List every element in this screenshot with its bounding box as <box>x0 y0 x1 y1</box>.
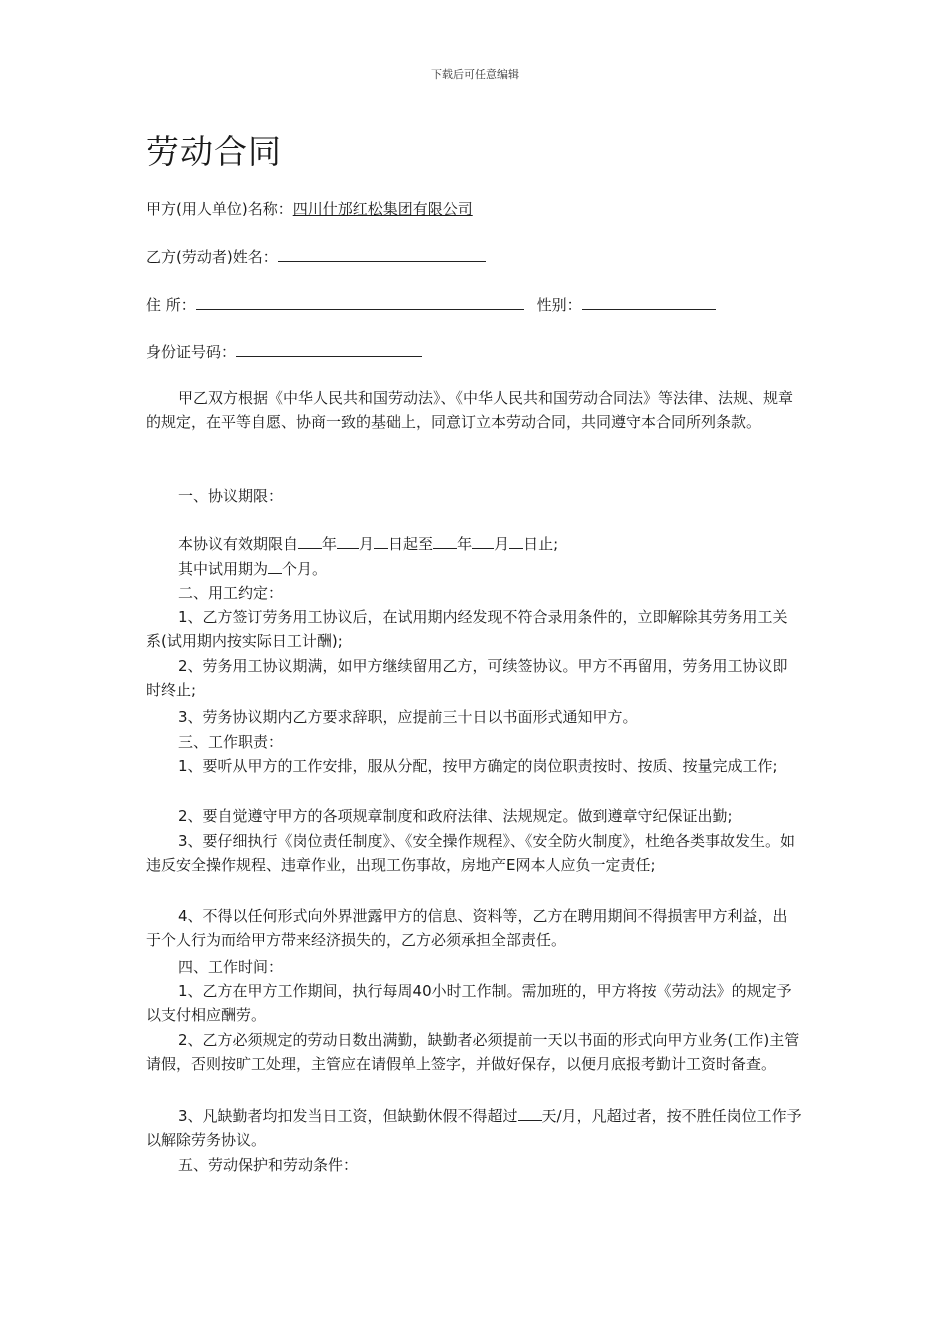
id-number-line <box>146 340 422 364</box>
section-4-item-1-text: 1、乙方在甲方工作期间，执行每周40小时工作制。需加班的，甲方将按《劳动法》的规定予以支付相应酬劳。 <box>146 982 792 1024</box>
section-3-item-1-text: 1、要听从甲方的工作安排，服从分配，按甲方确定的岗位职责按时、按质、按量完成工作; <box>178 757 778 775</box>
term-month-text: 月 <box>359 535 375 553</box>
section-3-heading: 三、工作职责： <box>178 733 284 751</box>
id-number-blank <box>236 342 422 357</box>
id-number-label: 身份证号码： <box>146 343 237 361</box>
section-2-item-3-text: 3、劳务协议期内乙方要求辞职，应提前三十日以书面形式通知甲方。 <box>178 708 638 726</box>
party-a-label: 甲方(用人单位)名称： <box>146 200 293 218</box>
section-4-item-2 <box>146 1028 802 1076</box>
term-end-day-blank <box>509 534 523 549</box>
term-day-from-text: 日起至 <box>388 535 434 553</box>
section-3-item-4-text: 4、不得以任何形式向外界泄露甲方的信息、资料等，乙方在聘用期间不得损害甲方利益，出于个人行为而给甲方带来经济损失的，乙方必须承担全部责任。 <box>146 907 788 949</box>
term-start-year-blank <box>298 534 322 549</box>
gender-blank <box>582 295 716 310</box>
term-month-text-2: 月 <box>494 535 510 553</box>
section-2-item-1 <box>146 605 802 653</box>
section-2-item-2-text: 2、劳务用工协议期满，如甲方继续留用乙方，可续签协议。甲方不再留用，劳务用工协议即时终止; <box>146 657 788 699</box>
page-header: 下载后可任意编辑 <box>431 68 519 81</box>
address-blank <box>196 295 524 310</box>
party-b-name-blank <box>278 247 486 262</box>
term-start-day-blank <box>374 534 388 549</box>
document-title: 劳动合同 <box>146 132 282 171</box>
section-2-item-3 <box>146 705 802 729</box>
section-4-item-3-text-b: 天/月，凡超过者，按不胜任岗位工作予以解除劳务协议。 <box>146 1107 802 1149</box>
section-4-item-1 <box>146 979 802 1027</box>
leave-days-blank <box>518 1106 542 1121</box>
section-2-item-2 <box>146 654 802 702</box>
party-a-line <box>146 197 473 221</box>
address-label: 住 所： <box>146 296 196 314</box>
intro-paragraph <box>146 386 802 434</box>
party-b-line <box>146 245 486 269</box>
term-text: 本协议有效期限自 <box>178 535 299 553</box>
section-4-item-2-text: 2、乙方必须规定的劳动日数出满勤，缺勤者必须提前一天以书面的形式向甲方业务(工作)主管请假，否则按旷工处理，主管应在请假单上签字，并做好保存，以便月底报考勤计工资时备查。 <box>146 1031 800 1073</box>
section-2-heading: 二、用工约定： <box>178 584 284 602</box>
address-line <box>146 293 716 317</box>
term-year-text-2: 年 <box>457 535 473 553</box>
section-4-item-3-text-a: 3、凡缺勤者均扣发当日工资，但缺勤休假不得超过 <box>178 1107 518 1125</box>
section-4-item-3 <box>146 1104 802 1152</box>
section-1-heading: 一、协议期限： <box>178 487 284 505</box>
term-day-to-text: 日止; <box>523 535 559 553</box>
section-3-item-3-text: 3、要仔细执行《岗位责任制度》、《安全操作规程》、《安全防火制度》，杜绝各类事故发生。如违反安全操作规程、违章作业，出现工伤事故，房地产E网本人应负一定责任; <box>146 832 796 874</box>
section-2-item-1-text: 1、乙方签订劳务用工协议后，在试用期内经发现不符合录用条件的，立即解除其劳务用工关系(试用期内按实际日工计酬); <box>146 608 788 650</box>
section-3-item-3 <box>146 829 802 877</box>
section-3-item-1 <box>146 754 802 778</box>
probation-unit-text: 个月。 <box>282 560 328 578</box>
term-end-month-blank <box>472 534 494 549</box>
term-end-year-blank <box>433 534 457 549</box>
section-3-item-4 <box>146 904 802 952</box>
section-3-item-2 <box>146 804 802 828</box>
probation-text: 其中试用期为 <box>178 560 269 578</box>
probation-line <box>178 557 327 581</box>
term-line <box>178 532 558 556</box>
probation-blank <box>268 559 282 574</box>
term-year-text: 年 <box>322 535 338 553</box>
section-5-heading: 五、劳动保护和劳动条件： <box>178 1156 359 1174</box>
party-a-value: 四川什邡红松集团有限公司 <box>292 200 473 218</box>
gender-label: 性别： <box>536 296 582 314</box>
term-start-month-blank <box>337 534 359 549</box>
party-b-label: 乙方(劳动者)姓名： <box>146 248 278 266</box>
section-3-item-2-text: 2、要自觉遵守甲方的各项规章制度和政府法律、法规规定。做到遵章守纪保证出勤; <box>178 807 733 825</box>
section-4-heading: 四、工作时间： <box>178 958 284 976</box>
intro-text: 甲乙双方根据《中华人民共和国劳动法》、《中华人民共和国劳动合同法》等法律、法规、规章的规定，在平等自愿、协商一致的基础上，同意订立本劳动合同，共同遵守本合同所列条款。 <box>146 389 794 431</box>
